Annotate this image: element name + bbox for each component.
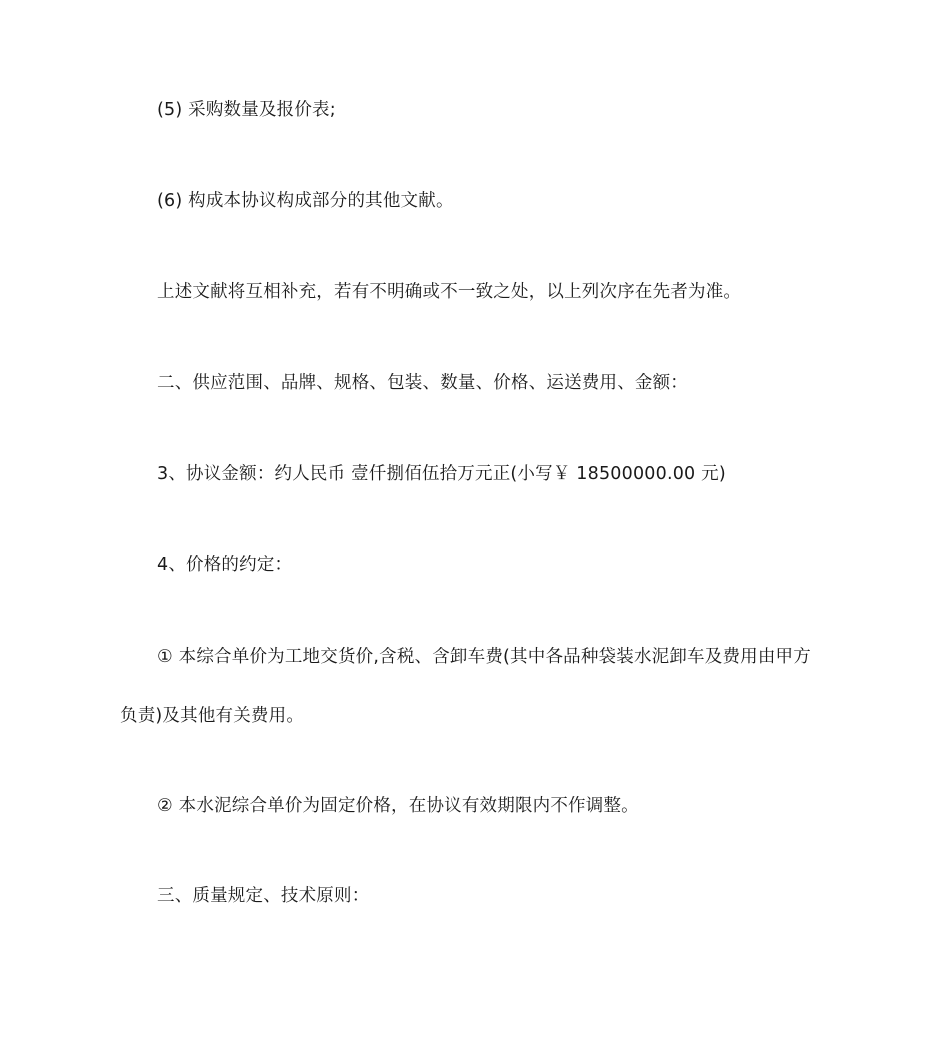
contract-amount: 3、协议金额：约人民币 壹仟捌佰伍拾万元正(小写￥ 18500000.00 元) xyxy=(157,464,726,484)
paragraph-precedence: 上述文献将互相补充，若有不明确或不一致之处，以上列次序在先者为准。 xyxy=(157,282,742,302)
list-item-6: (6) 构成本协议构成部分的其他文献。 xyxy=(157,191,454,211)
price-agreement-heading: 4、价格的约定： xyxy=(157,555,293,575)
price-clause-1-continued: 负责)及其他有关费用。 xyxy=(120,706,305,726)
price-clause-2: ② 本水泥综合单价为固定价格，在协议有效期限内不作调整。 xyxy=(157,796,639,816)
section-heading-2: 二、供应范围、品牌、规格、包装、数量、价格、运送费用、金额： xyxy=(157,373,688,393)
section-heading-3: 三、质量规定、技术原则： xyxy=(157,886,370,906)
price-clause-1: ① 本综合单价为工地交货价,含税、含卸车费(其中各品种袋装水泥卸车及费用由甲方 xyxy=(157,647,811,667)
list-item-5: (5) 采购数量及报价表; xyxy=(157,100,336,120)
